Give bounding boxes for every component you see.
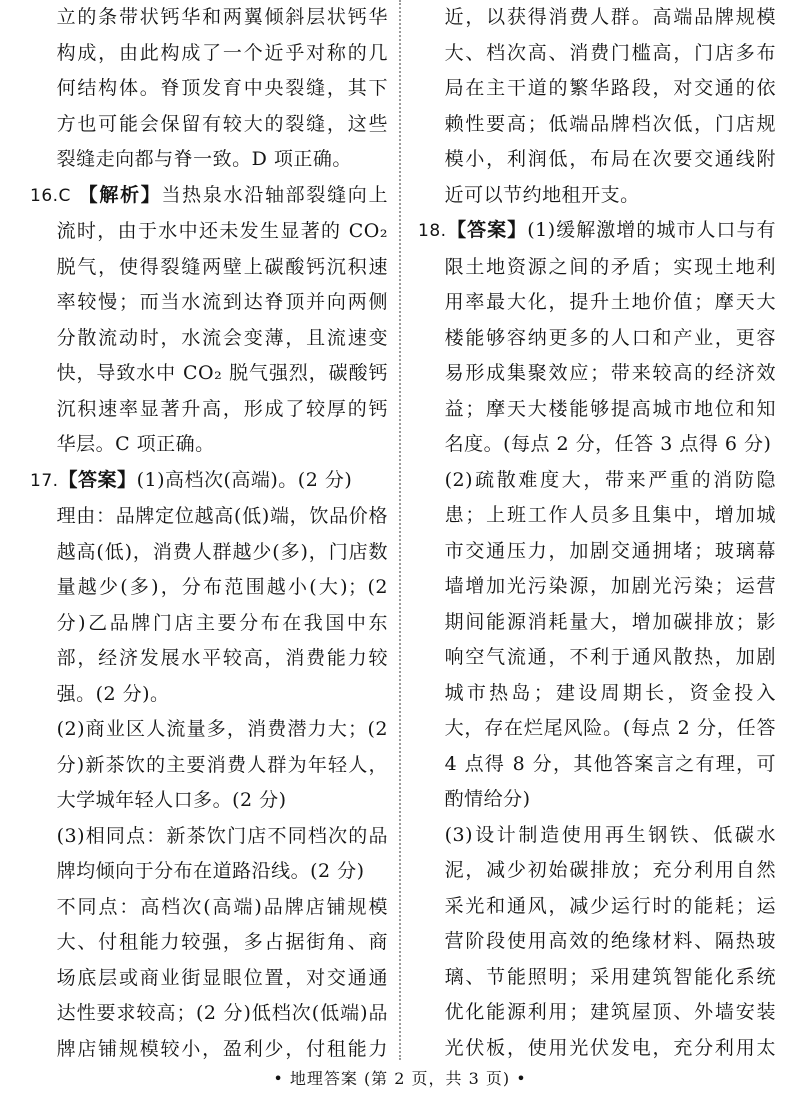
- q18-block: [418, 213, 776, 463]
- q18-answer-1: (1)缓解激增的城市人口与有限土地资源之间的矛盾；实现土地利用率最大化，提升土地价值；摩天大楼能够容纳更多的人口和产业，更容易形成集聚效应；带来较高的经济效益；摩天大楼能够提高城市地位和知名度。(每点 2 分，任答 3 点得 6 分): [444, 219, 776, 455]
- q17-answer-part2: (2)商业区人流量多，消费潜力大；(2 分)新茶饮的主要消费人群为年轻人，大学城年轻人口多。(2 分): [56, 718, 388, 811]
- q16-block: [30, 178, 388, 463]
- q17-answer-part3-same: (3)相同点：新茶饮门店不同档次的品牌均倾向于分布在道路沿线。(2 分): [56, 824, 388, 882]
- right-column: [418, 0, 776, 1062]
- q15-continuation: 立的条带状钙华和两翼倾斜层状钙华构成，由此构成了一个近乎对称的几何结构体。脊顶发育中央裂缝，其下方也可能会保留有较大的裂缝，这些裂缝走向都与脊一致。D 项正确。: [56, 6, 388, 170]
- q17-reason: 理由：品牌定位越高(低)端，饮品价格越高(低)，消费人群越少(多)，门店数量越少(多)，分布范围越小(大)；(2 分)乙品牌门店主要分布在我国中东部，经济发展水平较高，消费能力较强。(2 分)。: [56, 505, 388, 705]
- q17-answer-block: [30, 463, 388, 500]
- q17-answer-part3-diff: 不同点：高档次(高端)品牌店铺规模大、付租能力较强，多占据街角、商场底层或商业街显眼位置，对交通通达性要求较高；(2 分)低档次(低端)品牌店铺规模较小，盈利少，付租能力: [56, 895, 388, 1060]
- q17-analysis-continuation: 近，以获得消费人群。高端品牌规模大、档次高、消费门槛高，门店多布局在主干道的繁华路段，对交通的依赖性要高；低端品牌档次低，门店规模小，利润低，布局在次要交通线附近可以节约地租开支。: [444, 6, 776, 206]
- q18-answer-3: (3)设计制造使用再生钢铁、低碳水泥，减少初始碳排放；充分利用自然采光和通风，减少运行时的能耗；运营阶段使用高效的绝缘材料、隔热玻璃、节能照明；采用建筑智能化系统优化能源利用；建筑屋顶、外墙安装光伏板，使用光伏发电，充分利用太: [444, 823, 776, 1059]
- q18-answer-2: (2)疏散难度大，带来严重的消防隐患；上班工作人员多且集中，增加城市交通压力，加剧交通拥堵；玻璃幕墙增加光污染源，加剧光污染；运营期间能源消耗量大，增加碳排放；影响空气流通，不利于通风散热，加剧城市热岛；建设周期长，资金投入大，存在烂尾风险。(每点 2 分，任答 4 点得 8 分，其他答案言之有理，可酌情给分): [444, 468, 776, 810]
- page-footer: • 地理答案 (第 2 页，共 3 页) •: [273, 1069, 527, 1088]
- q16-analysis-text: 当热泉水沿轴部裂缝向上流时，由于水中还未发生显著的 CO₂ 脱气，使得裂缝两壁上碳酸钙沉积速率较慢；而当水流到达脊顶并向两侧分散流动时，水流会变薄，且流速变快，导致水中 CO₂ 脱气强烈，碳酸钙沉积速率显著升高，形成了较厚的钙华层。C 项正确。: [56, 183, 388, 455]
- q16-analysis-tag: 【解析】: [78, 183, 162, 206]
- q18-answer-tag: 【答案】: [446, 219, 528, 241]
- q18-number: 18.: [418, 221, 447, 241]
- q17-answer-part1: (1)高档次(高端)。(2 分): [136, 468, 353, 491]
- left-column: [30, 0, 388, 1062]
- column-divider: [399, 0, 401, 1060]
- q16-number: 16.: [30, 185, 59, 206]
- q16-answer: C: [58, 185, 71, 206]
- q17-number: 17.: [30, 470, 59, 491]
- q17-answer-tag: 【答案】: [58, 468, 137, 491]
